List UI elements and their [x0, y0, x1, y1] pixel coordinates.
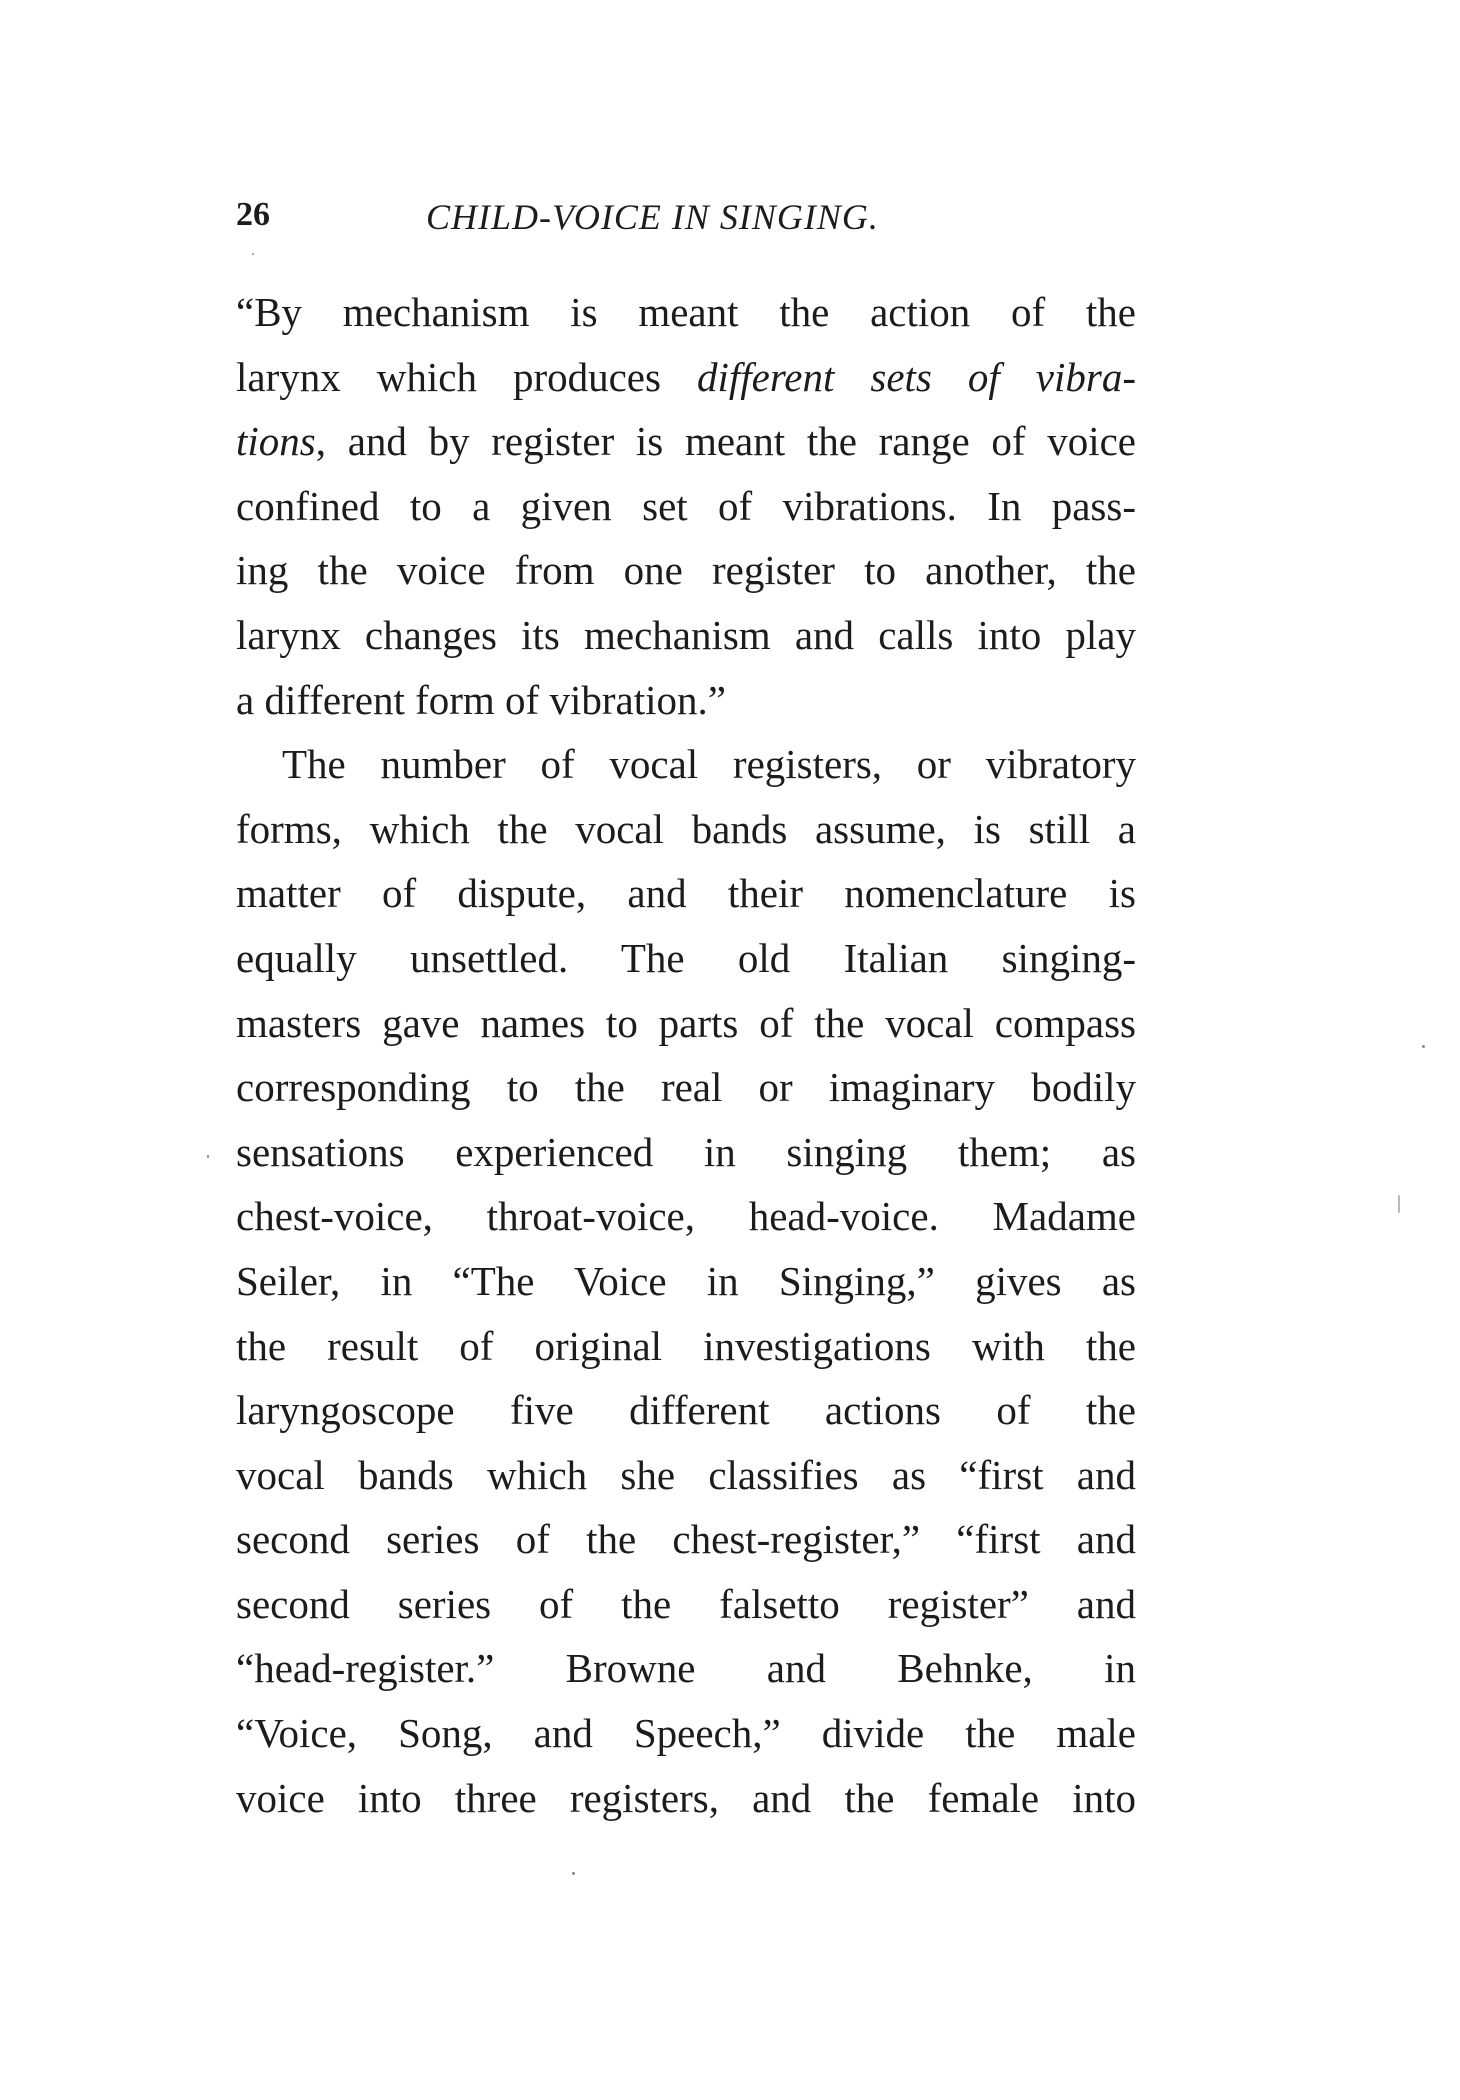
text-line: matter of dispute, and their nomenclature is [236, 870, 1136, 917]
text-line: vocal bands which she classifies as “first and [236, 1451, 1136, 1498]
page-header [236, 196, 1136, 246]
text-line: equally unsettled. The old Italian singing- [236, 934, 1136, 981]
text-line: larynx changes its mechanism and calls into play [236, 611, 1136, 658]
text-line: confined to a given set of vibrations. In pass- [236, 482, 1136, 529]
text-line: sensations experienced in singing them; as [236, 1128, 1136, 1175]
text-line: second series of the falsetto register” and [236, 1580, 1136, 1627]
text-line: Seiler, in “The Voice in Singing,” gives as [236, 1257, 1136, 1304]
text-line: voice into three registers, and the female into [236, 1774, 1136, 1821]
paper-speck [1422, 1045, 1425, 1048]
text-line: chest-voice, throat-voice, head-voice. Madame [236, 1193, 1136, 1240]
text-line: laryngoscope five different actions of the [236, 1387, 1136, 1434]
paper-speck [572, 1872, 575, 1875]
paragraph-first-line: The number of vocal registers, or vibratory [282, 741, 1136, 788]
italic-phrase: different sets of vibra- [696, 353, 1136, 400]
italic-phrase: tions [236, 418, 316, 465]
text-line: ing the voice from one register to another, the [236, 547, 1136, 594]
text-line: “By mechanism is meant the action of the [236, 289, 1136, 335]
text-line [236, 409, 1136, 474]
page-number: 26 [236, 196, 270, 233]
text-line: second series of the chest-register,” “first and [236, 1516, 1136, 1563]
text-line: corresponding to the real or imaginary bodily [236, 1064, 1136, 1111]
paper-speck [252, 253, 254, 255]
text-line: a different form of vibration.” [236, 676, 726, 723]
running-head: CHILD-VOICE IN SINGING. [426, 197, 879, 237]
text-segment: , and by register is meant the range of voice [315, 418, 1136, 465]
text-segment: larynx which produces [236, 353, 661, 400]
paper-speck [1398, 1195, 1400, 1213]
text-line [236, 345, 1136, 410]
text-line: forms, which the vocal bands assume, is still a [236, 805, 1136, 852]
body-text [236, 280, 1136, 1830]
text-line: “head-register.” Browne and Behnke, in [236, 1645, 1136, 1692]
text-line: masters gave names to parts of the vocal compass [236, 999, 1136, 1046]
text-line: “Voice, Song, and Speech,” divide the male [236, 1710, 1136, 1757]
text-line: the result of original investigations with the [236, 1322, 1136, 1369]
paper-speck [207, 1155, 209, 1158]
